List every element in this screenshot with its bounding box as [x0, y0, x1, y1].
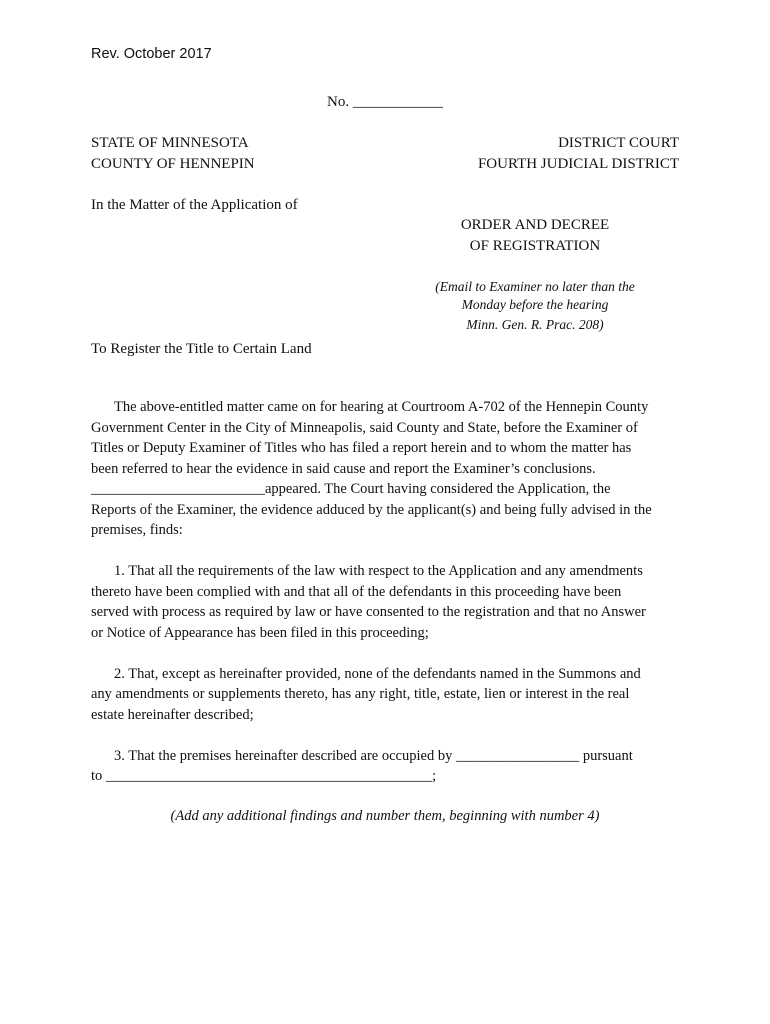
judicial-district: FOURTH JUDICIAL DISTRICT [477, 156, 679, 172]
intro-line-7: premises, finds: [91, 522, 183, 538]
county-name: COUNTY OF HENNEPIN [91, 156, 255, 172]
case-number: No. ____________ [327, 94, 443, 110]
finding-2-line-3: estate hereinafter described; [91, 707, 254, 723]
email-note-line2: Monday before the hearing [461, 297, 609, 312]
state-name: STATE OF MINNESOTA [91, 135, 249, 151]
finding-2-line-1: 2. That, except as hereinafter provided, none of the defendants named in the Summons and [114, 666, 641, 682]
finding-1-line-2: thereto have been complied with and that all of the defendants in this proceeding have been [91, 584, 622, 600]
finding-1-line-1: 1. That all the requirements of the law with respect to the Application and any amendments [114, 563, 643, 579]
additional-findings-note: (Add any additional findings and number them, beginning with number 4) [170, 808, 600, 824]
finding-1-line-3: served with process as required by law or have consented to the registration and that no Answer [91, 604, 646, 620]
court-name: DISTRICT COURT [558, 135, 679, 151]
finding-1-line-4: or Notice of Appearance has been filed in this proceeding; [91, 625, 429, 641]
intro-line-6: Reports of the Examiner, the evidence adduced by the applicant(s) and being fully advised in the [91, 502, 652, 518]
intro-line-4: been referred to hear the evidence in said cause and report the Examiner’s conclusions. [91, 461, 596, 477]
order-title-line2: OF REGISTRATION [469, 238, 601, 254]
intro-line-2: Government Center in the City of Minneapolis, said County and State, before the Examiner of [91, 420, 638, 436]
finding-3-line-1: 3. That the premises hereinafter described are occupied by _________________ pursuant [114, 748, 633, 764]
finding-2-line-2: any amendments or supplements thereto, has any right, title, estate, lien or interest in the real [91, 686, 630, 702]
matter-line: In the Matter of the Application of [91, 197, 298, 213]
intro-line-1: The above-entitled matter came on for hearing at Courtroom A-702 of the Hennepin County [114, 399, 649, 415]
intro-line-5: ________________________appeared. The Court having considered the Application, the [91, 481, 611, 497]
finding-3-line-2: to _____________________________________________; [91, 768, 437, 784]
order-title-line1: ORDER AND DECREE [460, 217, 610, 233]
email-note-line1: (Email to Examiner no later than the [435, 279, 635, 294]
email-note-line3: Minn. Gen. R. Prac. 208) [466, 317, 604, 332]
intro-line-3: Titles or Deputy Examiner of Titles who has filed a report herein and to whom the matter has [91, 440, 632, 456]
register-line: To Register the Title to Certain Land [91, 341, 312, 357]
revision-date: Rev. October 2017 [91, 46, 212, 62]
